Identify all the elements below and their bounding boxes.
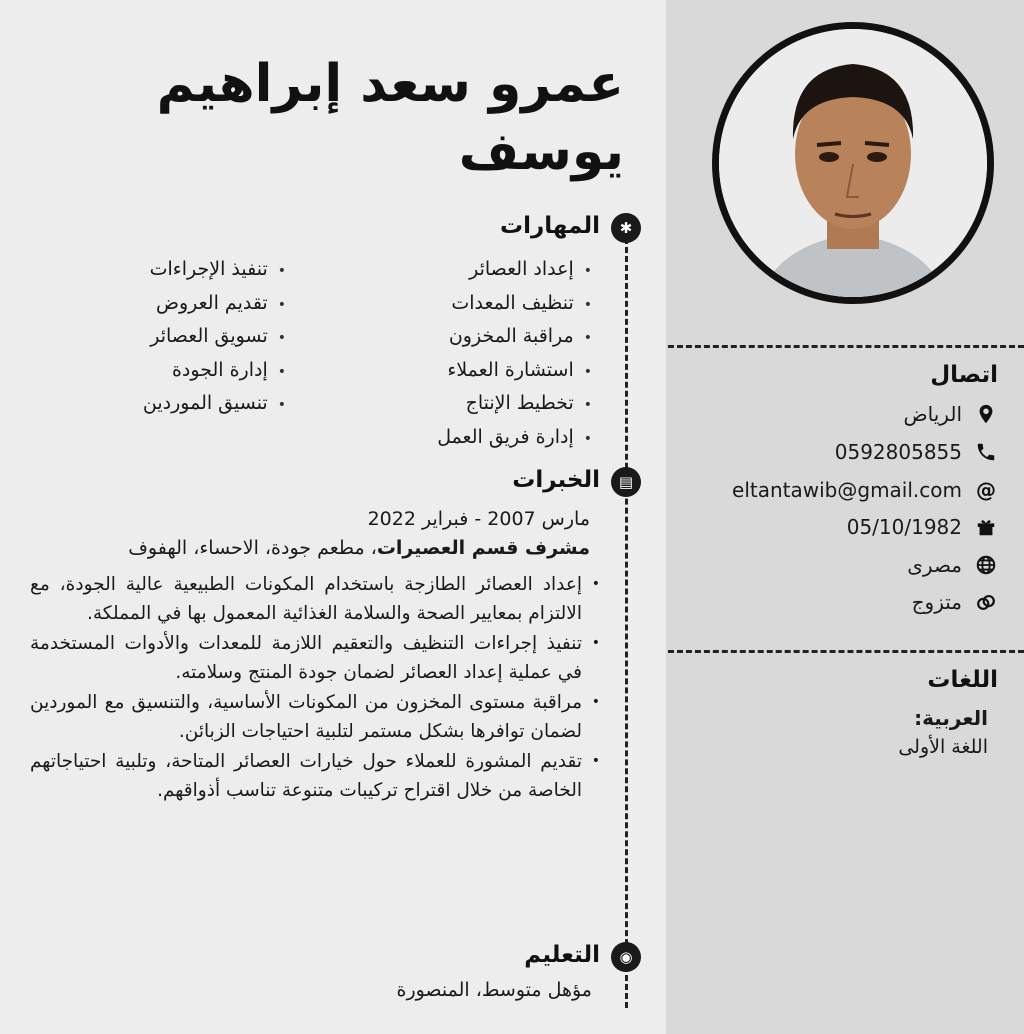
timeline-line xyxy=(625,238,628,1008)
contact-phone-row xyxy=(835,440,998,464)
experience-role: مشرف قسم العصيرات xyxy=(376,537,590,559)
skill-item: • إعداد العصائر xyxy=(437,254,592,288)
languages-title: اللغات xyxy=(927,667,998,693)
contact-email[interactable]: eltantawib@gmail.com xyxy=(732,478,962,502)
contact-birthdate-row xyxy=(847,515,998,539)
profile-photo xyxy=(712,22,994,304)
skill-item: • إدارة فريق العمل xyxy=(437,422,592,456)
contact-phone[interactable]: 0592805855 xyxy=(834,440,962,464)
skill-item: • مراقبة المخزون xyxy=(437,321,592,355)
skill-item: • استشارة العملاء xyxy=(437,355,592,389)
experience-bullet: • إعداد العصائر الطازجة باستخدام المكونات الطبيعية عالية الجودة، مع الالتزام بمعايير الصحة والسلامة الغذائية المعمول بها في المملكة. xyxy=(30,570,600,628)
rings-icon xyxy=(974,590,998,614)
skills-icon: ✱ xyxy=(611,213,641,243)
skill-item: • تقديم العروض xyxy=(143,288,286,322)
skill-item: • تسويق العصائر xyxy=(143,321,286,355)
skill-item: • إدارة الجودة xyxy=(143,355,286,389)
experience-bullet: • مراقبة مستوى المخزون من المكونات الأساسية، والتنسيق مع الموردين لضمان توافرها بشكل مستمر لتلبية احتياجات الزبائن. xyxy=(30,688,600,746)
divider xyxy=(668,345,1024,348)
contact-marital: متزوج xyxy=(911,590,962,614)
language-level: اللغة الأولى xyxy=(898,736,988,758)
contact-birthdate: 05/10/1982 xyxy=(846,515,962,539)
gift-icon xyxy=(974,515,998,539)
skills-list-right xyxy=(437,254,592,455)
education-title: التعليم xyxy=(524,942,600,968)
contact-email-row xyxy=(732,478,998,502)
experience-role-line xyxy=(128,537,590,559)
experience-bullet: • تقديم المشورة للعملاء حول خيارات العصائر المتاحة، وتلبية احتياجاتهم الخاصة من خلال اقتراح تركيبات متنوعة تناسب أذواقهم. xyxy=(30,747,600,805)
contact-nationality: مصرى xyxy=(907,553,962,577)
experience-title: الخبرات xyxy=(512,467,600,493)
skill-item: • تنسيق الموردين xyxy=(143,388,286,422)
experience-bullet: • تنفيذ إجراءات التنظيف والتعقيم اللازمة للمعدات والأدوات المستخدمة في عملية إعداد العصائر لضمان جودة المنتج وسلامته. xyxy=(30,629,600,687)
location-icon xyxy=(974,402,998,426)
language-name: العربية: xyxy=(914,706,988,730)
contact-nationality-row xyxy=(907,553,998,577)
contact-marital-row xyxy=(912,590,998,614)
contact-city: الرياض xyxy=(903,402,962,426)
skill-item: • تنفيذ الإجراءات xyxy=(143,254,286,288)
divider xyxy=(668,650,1024,653)
experience-company: ، مطعم جودة، الاحساء، الهفوف xyxy=(128,537,377,559)
experience-bullets xyxy=(30,570,600,806)
profile-photo-illustration xyxy=(719,29,987,297)
experience-icon: ▤ xyxy=(611,467,641,497)
contact-title: اتصال xyxy=(930,362,998,388)
globe-icon xyxy=(974,553,998,577)
education-icon: ◉ xyxy=(611,942,641,972)
contact-city-row xyxy=(903,402,998,426)
skills-title: المهارات xyxy=(500,213,600,239)
skill-item: • تنظيف المعدات xyxy=(437,288,592,322)
email-icon: @ xyxy=(976,478,996,502)
skills-list-left xyxy=(143,254,286,422)
phone-icon xyxy=(974,440,998,464)
experience-date: مارس 2007 - فبراير 2022 xyxy=(367,508,590,530)
skill-item: • تخطيط الإنتاج xyxy=(437,388,592,422)
education-text: مؤهل متوسط، المنصورة xyxy=(396,979,592,1001)
person-name: عمرو سعد إبراهيم يوسف xyxy=(156,54,624,182)
